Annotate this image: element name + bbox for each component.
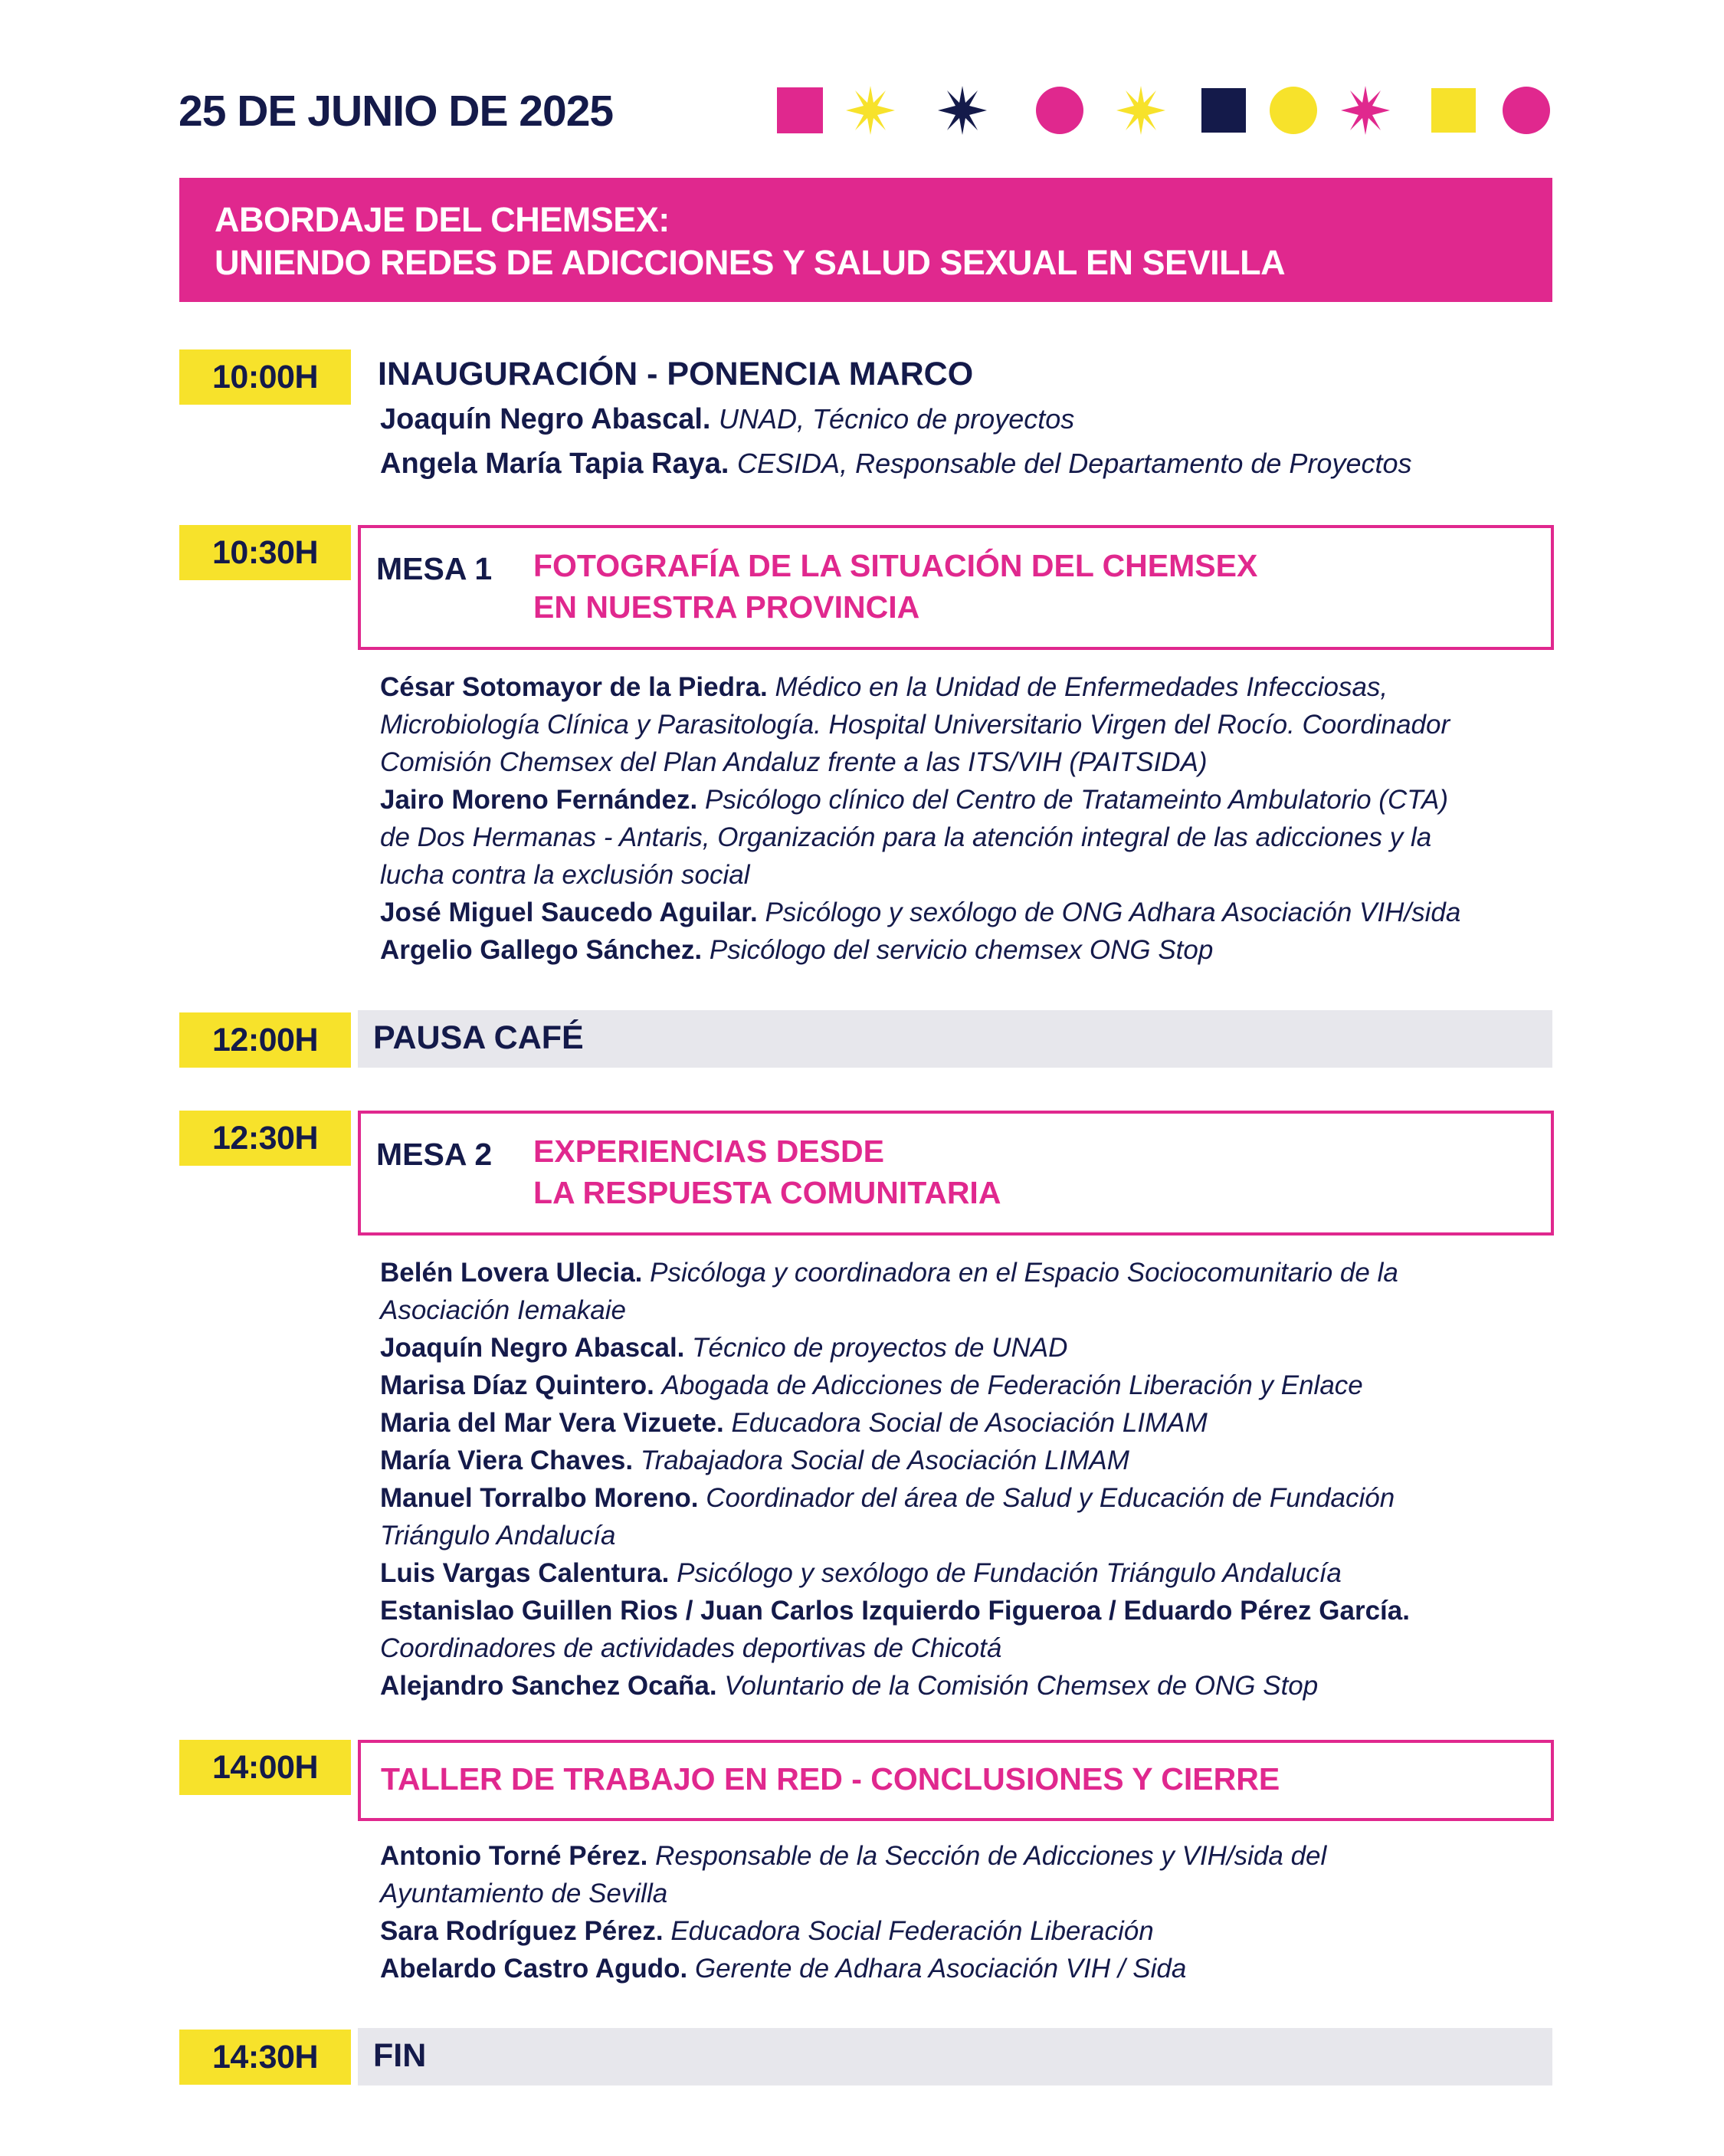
banner-title-line-1: ABORDAJE DEL CHEMSEX: bbox=[215, 200, 670, 239]
speaker-name: Angela María Tapia Raya. bbox=[380, 448, 729, 480]
speaker-line bbox=[380, 743, 1208, 781]
time-badge: 10:00H bbox=[179, 349, 351, 405]
speaker-line bbox=[380, 1329, 1067, 1367]
panel-title-line-1: FOTOGRAFÍA DE LA SITUACIÓN DEL CHEMSEX bbox=[533, 548, 1258, 583]
workshop-title-box bbox=[358, 1740, 1554, 1821]
yellow-square-icon bbox=[1429, 86, 1478, 135]
speaker-line bbox=[380, 448, 1412, 481]
speaker-line bbox=[380, 1254, 1398, 1291]
pink-star-icon bbox=[1341, 86, 1390, 135]
speaker-role: Coordinador del área de Salud y Educación de Fundación bbox=[706, 1483, 1395, 1513]
panel-title-box bbox=[358, 1111, 1554, 1236]
pink-square-icon bbox=[775, 86, 824, 135]
speaker-line bbox=[380, 706, 1450, 743]
speaker-name: Jairo Moreno Fernández. bbox=[380, 785, 698, 815]
yellow-star-icon bbox=[1116, 86, 1165, 135]
speaker-name: Alejandro Sanchez Ocaña. bbox=[380, 1671, 717, 1701]
speaker-role: lucha contra la exclusión social bbox=[380, 860, 750, 890]
yellow-circle-icon bbox=[1269, 86, 1318, 135]
speaker-line bbox=[380, 1667, 1318, 1705]
speaker-line bbox=[380, 1517, 615, 1554]
speaker-name: Sara Rodríguez Pérez. bbox=[380, 1916, 664, 1946]
speaker-name: Joaquín Negro Abascal. bbox=[380, 1333, 685, 1363]
speaker-role: Comisión Chemsex del Plan Andaluz frente a las ITS/VIH (PAITSIDA) bbox=[380, 747, 1208, 777]
pink-circle-icon bbox=[1035, 86, 1084, 135]
speaker-name: María Viera Chaves. bbox=[380, 1446, 634, 1475]
speaker-role: Psicólogo y sexólogo de Fundación Triángulo Andalucía bbox=[677, 1558, 1342, 1588]
workshop-title: TALLER DE TRABAJO EN RED - CONCLUSIONES Y CIERRE bbox=[381, 1761, 1280, 1797]
panel-title-line-2: LA RESPUESTA COMUNITARIA bbox=[533, 1175, 1001, 1210]
time-badge: 14:30H bbox=[179, 2030, 351, 2085]
speaker-role: Coordinadores de actividades deportivas de Chicotá bbox=[380, 1633, 1002, 1663]
speaker-name: Maria del Mar Vera Vizuete. bbox=[380, 1408, 724, 1438]
time-badge: 10:30H bbox=[179, 525, 351, 580]
panel-label: MESA 2 bbox=[376, 1137, 493, 1172]
session-title: INAUGURACIÓN - PONENCIA MARCO bbox=[378, 356, 974, 392]
speaker-role: UNAD, Técnico de proyectos bbox=[719, 403, 1075, 435]
speaker-name: Manuel Torralbo Moreno. bbox=[380, 1483, 699, 1513]
speaker-line bbox=[380, 668, 1388, 706]
speaker-line bbox=[380, 1367, 1363, 1404]
speaker-line bbox=[380, 1629, 1001, 1667]
speaker-line bbox=[380, 1912, 1154, 1950]
speaker-line bbox=[380, 931, 1213, 969]
speaker-role: Asociación Iemakaie bbox=[380, 1295, 626, 1325]
speaker-name: Abelardo Castro Agudo. bbox=[380, 1954, 688, 1984]
panel-title-box bbox=[358, 525, 1554, 650]
speaker-name: Belén Lovera Ulecia. bbox=[380, 1258, 643, 1288]
speaker-name: Antonio Torné Pérez. bbox=[380, 1841, 648, 1871]
speaker-name: Estanislao Guillen Rios / Juan Carlos Izquierdo Figueroa / Eduardo Pérez García. bbox=[380, 1596, 1410, 1626]
speaker-line bbox=[380, 1442, 1129, 1479]
speaker-line bbox=[380, 1950, 1186, 1987]
end-title: FIN bbox=[373, 2037, 427, 2074]
time-badge: 12:00H bbox=[179, 1012, 351, 1068]
time-badge: 12:30H bbox=[179, 1111, 351, 1166]
speaker-name: Marisa Díaz Quintero. bbox=[380, 1370, 654, 1400]
end-row bbox=[358, 2028, 1552, 2085]
speaker-role: Médico en la Unidad de Enfermedades Infecciosas, bbox=[775, 672, 1388, 702]
speaker-name: Argelio Gallego Sánchez. bbox=[380, 935, 703, 965]
speaker-role: Responsable de la Sección de Adicciones y VIH/sida del bbox=[655, 1841, 1327, 1871]
speaker-role: Educadora Social de Asociación LIMAM bbox=[731, 1408, 1208, 1438]
speaker-role: Abogada de Adicciones de Federación Liberación y Enlace bbox=[661, 1370, 1363, 1400]
title-banner bbox=[179, 178, 1552, 302]
speaker-line bbox=[380, 819, 1431, 856]
speaker-role: CESIDA, Responsable del Departamento de Proyectos bbox=[737, 448, 1412, 479]
speaker-line bbox=[380, 1592, 1410, 1629]
pink-circle-icon bbox=[1502, 86, 1551, 135]
speaker-name: José Miguel Saucedo Aguilar. bbox=[380, 898, 758, 927]
event-date: 25 DE JUNIO DE 2025 bbox=[179, 87, 614, 136]
speaker-name: Joaquín Negro Abascal. bbox=[380, 403, 711, 435]
speaker-line bbox=[380, 1875, 667, 1912]
speaker-role: Psicólogo y sexólogo de ONG Adhara Asociación VIH/sida bbox=[765, 898, 1461, 927]
speaker-line bbox=[380, 781, 1448, 819]
speaker-role: de Dos Hermanas - Antaris, Organización para la atención integral de las adicciones y la bbox=[380, 822, 1432, 852]
break-row bbox=[358, 1010, 1552, 1068]
panel-title-line-2: EN NUESTRA PROVINCIA bbox=[533, 589, 920, 625]
speaker-line bbox=[380, 856, 749, 894]
yellow-star-icon bbox=[846, 86, 895, 135]
speaker-name: Luis Vargas Calentura. bbox=[380, 1558, 670, 1588]
speaker-line bbox=[380, 1554, 1342, 1592]
speaker-role: Psicóloga y coordinadora en el Espacio Sociocomunitario de la bbox=[650, 1258, 1398, 1288]
speaker-role: Técnico de proyectos de UNAD bbox=[692, 1333, 1068, 1363]
speaker-line bbox=[380, 1404, 1208, 1442]
speaker-role: Triángulo Andalucía bbox=[380, 1521, 616, 1551]
navy-star-icon bbox=[938, 86, 987, 135]
speaker-line bbox=[380, 894, 1460, 931]
speaker-role: Educadora Social Federación Liberación bbox=[670, 1916, 1154, 1946]
break-title: PAUSA CAFÉ bbox=[373, 1019, 584, 1056]
speaker-role: Microbiología Clínica y Parasitología. Hospital Universitario Virgen del Rocío. Coordinador bbox=[380, 710, 1450, 740]
speaker-line bbox=[380, 403, 1074, 436]
speaker-line bbox=[380, 1479, 1395, 1517]
speaker-name: César Sotomayor de la Piedra. bbox=[380, 672, 768, 702]
time-badge: 14:00H bbox=[179, 1740, 351, 1795]
speaker-line bbox=[380, 1291, 626, 1329]
speaker-role: Psicólogo clínico del Centro de Tratameinto Ambulatorio (CTA) bbox=[704, 785, 1449, 815]
speaker-role: Ayuntamiento de Sevilla bbox=[380, 1879, 668, 1908]
speaker-role: Trabajadora Social de Asociación LIMAM bbox=[640, 1446, 1129, 1475]
navy-square-icon bbox=[1199, 86, 1248, 135]
speaker-role: Psicólogo del servicio chemsex ONG Stop bbox=[709, 935, 1214, 965]
banner-title-line-2: UNIENDO REDES DE ADICCIONES Y SALUD SEXUAL EN SEVILLA bbox=[215, 243, 1286, 282]
speaker-role: Gerente de Adhara Asociación VIH / Sida bbox=[694, 1954, 1187, 1984]
panel-title-line-1: EXPERIENCIAS DESDE bbox=[533, 1134, 884, 1169]
speaker-role: Voluntario de la Comisión Chemsex de ONG Stop bbox=[724, 1671, 1319, 1701]
panel-label: MESA 1 bbox=[376, 551, 493, 586]
speaker-line bbox=[380, 1837, 1326, 1875]
